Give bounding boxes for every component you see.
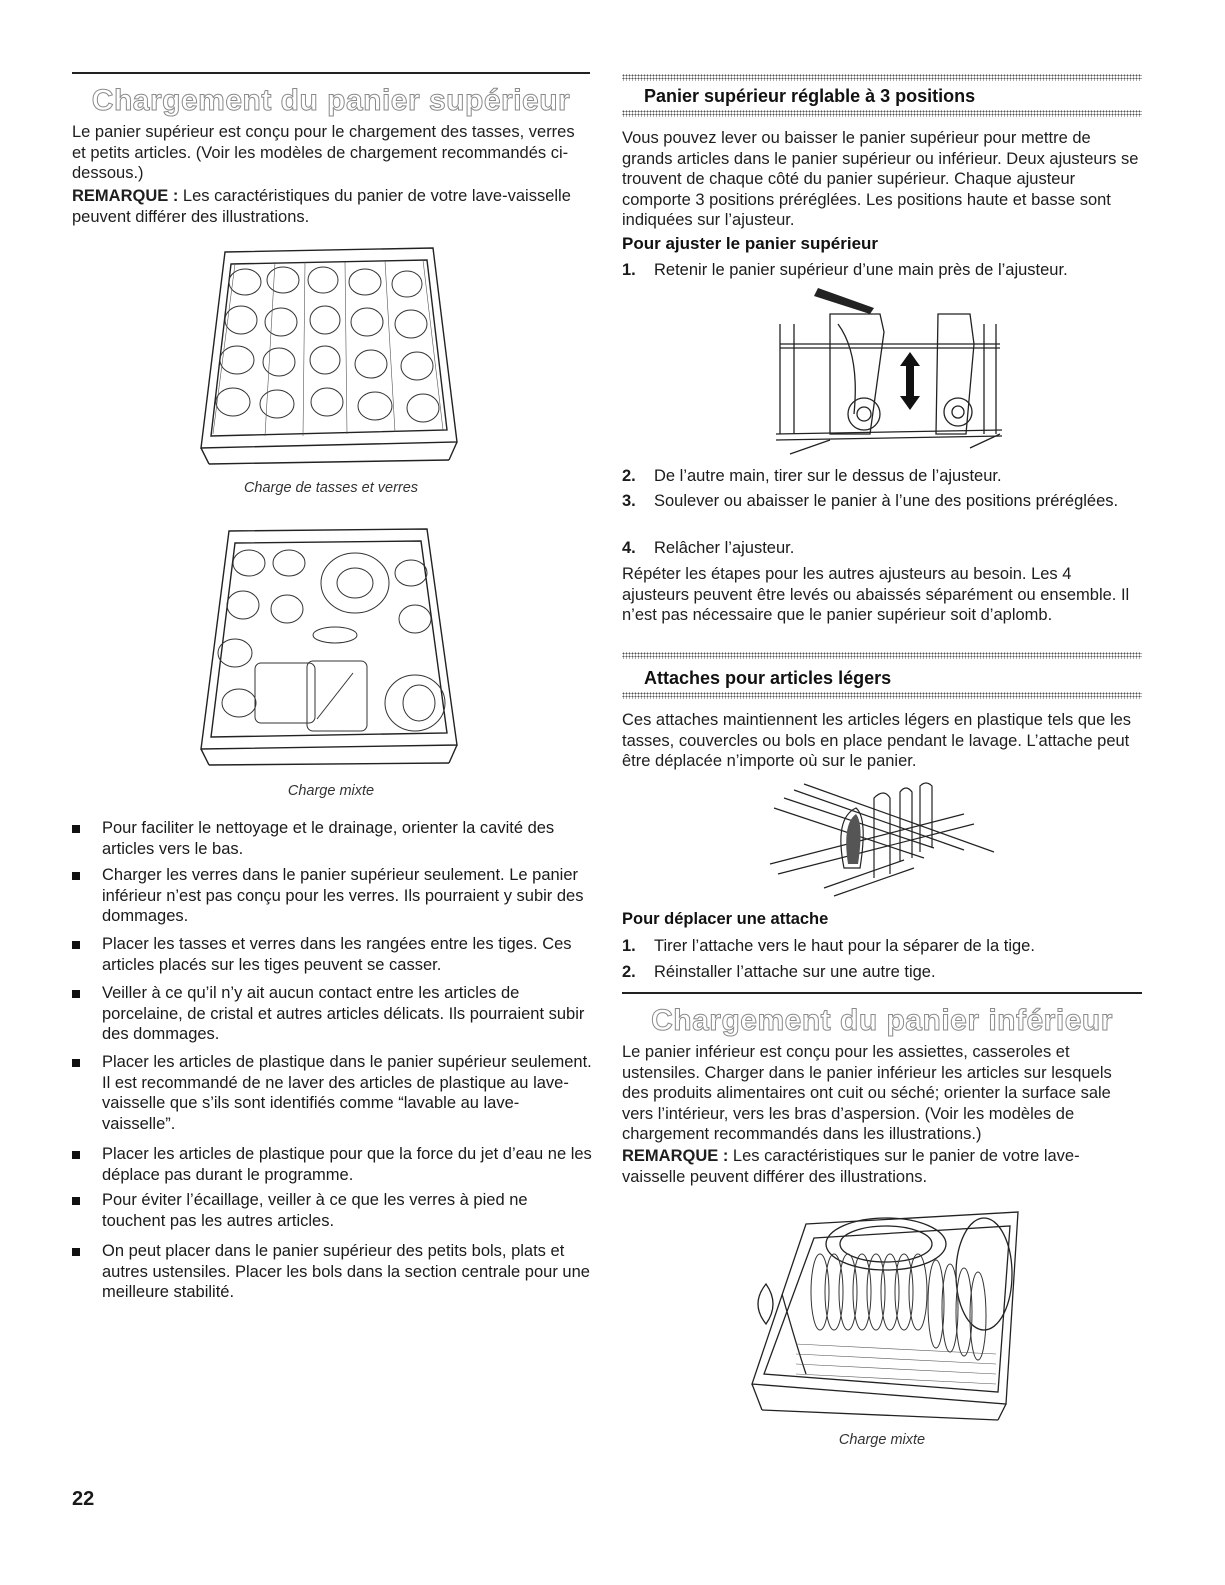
tip-text: Placer les articles de plastique pour que la force du jet d’eau ne les déplace pas durant le programme. bbox=[102, 1145, 592, 1184]
step-number: 1. bbox=[622, 261, 636, 279]
tip-text: Charger les verres dans le panier supérieur seulement. Le panier inférieur n’est pas conçu pour les verres. Ils pourraient y subir des dommages. bbox=[102, 866, 584, 925]
bullet-marker bbox=[72, 1248, 80, 1256]
repeat-steps-text: Répéter les étapes pour les autres ajusteurs au besoin. Les 4 ajusteurs peuvent être levés ou abaissés séparément ou ensemble. Il n’est pas nécessaire que le panier supérieur soit d’aplomb. bbox=[622, 565, 1130, 624]
dotted-rule bbox=[622, 692, 1142, 699]
step-text: Relâcher l’ajusteur. bbox=[654, 539, 795, 557]
tip-text: On peut placer dans le panier supérieur des petits bols, plats et autres ustensiles. Placer les bols dans la section centrale pour une meilleure stabilité. bbox=[102, 1242, 590, 1301]
page-number: 22 bbox=[72, 1488, 95, 1510]
step-number: 1. bbox=[622, 937, 636, 955]
step-number: 2. bbox=[622, 467, 636, 485]
bullet-marker bbox=[72, 825, 80, 833]
bullet-marker bbox=[72, 1197, 80, 1205]
section-title-clips: Attaches pour articles légers bbox=[644, 668, 892, 688]
bullet-marker bbox=[72, 1059, 80, 1067]
tip-text: Placer les tasses et verres dans les rangées entre les tiges. Ces articles placés sur les tiges peuvent se casser. bbox=[102, 935, 572, 974]
mixed-load-upper-rack-illustration bbox=[195, 523, 465, 773]
rack-adjuster-illustration bbox=[770, 284, 1010, 459]
note-text: Les caractéristiques sur le panier de votre lave-vaisselle peuvent différer des illustrations. bbox=[622, 1147, 1080, 1186]
tip-text: Pour éviter l’écaillage, veiller à ce que les verres à pied ne touchent pas les autres articles. bbox=[102, 1191, 528, 1230]
step-text: Réinstaller l’attache sur une autre tige. bbox=[654, 963, 936, 981]
caption-mixed-load-upper: Charge mixte bbox=[287, 783, 375, 799]
lower-rack-note bbox=[622, 1146, 1142, 1187]
caption-mixed-load-lower: Charge mixte bbox=[838, 1432, 926, 1448]
bullet-marker bbox=[72, 872, 80, 880]
upper-rack-note bbox=[72, 186, 590, 227]
top-rule-left bbox=[72, 72, 590, 74]
step-text: Tirer l’attache vers le haut pour la séparer de la tige. bbox=[654, 937, 1035, 955]
adjust-rack-heading: Pour ajuster le panier supérieur bbox=[622, 234, 879, 253]
dotted-rule bbox=[622, 652, 1142, 659]
step-text: Retenir le panier supérieur d’une main près de l’ajusteur. bbox=[654, 261, 1068, 279]
cups-glasses-rack-illustration bbox=[195, 242, 465, 470]
step-text: Soulever ou abaisser le panier à l’une des positions préréglées. bbox=[654, 492, 1119, 510]
move-clip-heading: Pour déplacer une attache bbox=[622, 910, 829, 928]
tip-text: Veiller à ce qu’il n’y ait aucun contact entre les articles de porcelaine, de cristal et autres articles délicats. Ils pourraient subir des dommages. bbox=[102, 984, 585, 1043]
clips-text: Ces attaches maintiennent les articles légers en plastique tels que les tasses, couvercles ou bols en place pendant le lavage. L’attache peut être déplacée n’importe où sur le panier. bbox=[622, 711, 1132, 770]
adjustable-rack-text: Vous pouvez lever ou baisser le panier supérieur pour mettre de grands articles dans le panier supérieur ou inférieur. Deux ajusteurs se trouvent de chaque côté du panier supérieur. Chaque ajusteur comporte 3 positions préréglées. Les positions haute et basse sont indiquées sur l’ajusteur. bbox=[622, 129, 1139, 229]
tip-text: Placer les articles de plastique dans le panier supérieur seulement. Il est recommandé de ne laver des articles de plastique au lave-vaisselle que s’ils sont identifiés comme “lavable au lave-vaisselle”. bbox=[102, 1053, 592, 1133]
note-label: REMARQUE : bbox=[622, 1147, 729, 1165]
section-title-lower-rack: Chargement du panier inférieur bbox=[651, 1004, 1113, 1037]
section-rule-right bbox=[622, 992, 1142, 994]
step-text: De l’autre main, tirer sur le dessus de l’ajusteur. bbox=[654, 467, 1002, 485]
bullet-marker bbox=[72, 990, 80, 998]
tip-text: Pour faciliter le nettoyage et le drainage, orienter la cavité des articles vers le bas. bbox=[102, 819, 555, 858]
step-number: 2. bbox=[622, 963, 636, 981]
section-title-upper-rack: Chargement du panier supérieur bbox=[91, 84, 571, 117]
step-number: 4. bbox=[622, 539, 636, 557]
dotted-rule bbox=[622, 110, 1142, 117]
step-number: 3. bbox=[622, 492, 636, 510]
bullet-marker bbox=[72, 941, 80, 949]
note-text: Les caractéristiques du panier de votre lave-vaisselle peuvent différer des illustrations. bbox=[72, 187, 571, 226]
section-title-adjustable-rack: Panier supérieur réglable à 3 positions bbox=[644, 86, 976, 106]
caption-cups-glasses: Charge de tasses et verres bbox=[243, 480, 419, 496]
bullet-marker bbox=[72, 1151, 80, 1159]
lower-rack-mixed-load-illustration bbox=[736, 1204, 1026, 1426]
note-label: REMARQUE : bbox=[72, 187, 179, 205]
lower-rack-intro: Le panier inférieur est conçu pour les assiettes, casseroles et ustensiles. Charger dans le panier inférieur les articles sur lesquels des produits alimentaires ont cuit ou séché; orienter la surface sale vers l’intérieur, vers les bras d’aspersion. (Voir les modèles de chargement recommandés dans les illustrations.) bbox=[622, 1043, 1112, 1143]
upper-rack-intro: Le panier supérieur est conçu pour le chargement des tasses, verres et petits articles. (Voir les modèles de chargement recommandés ci-dessous.) bbox=[72, 123, 575, 182]
dotted-rule bbox=[622, 74, 1142, 81]
light-item-clip-illustration bbox=[764, 778, 1004, 898]
